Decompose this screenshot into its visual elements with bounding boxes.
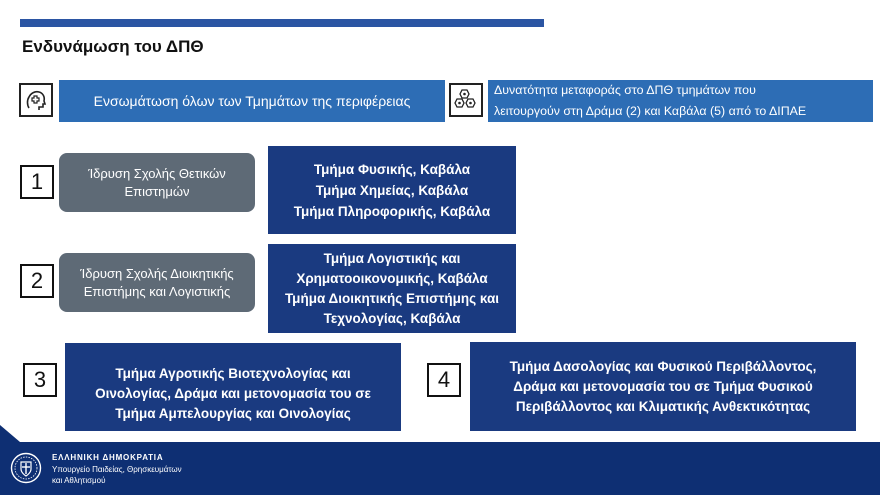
school-line: Επιστήμης και Λογιστικής xyxy=(83,283,231,299)
action-number: 3 xyxy=(23,363,57,397)
department-line: Οινολογίας, Δράμα και μετονομασία του σε xyxy=(95,386,371,401)
integration-banner: Ενσωμάτωση όλων των Τμημάτων της περιφέρειας xyxy=(59,80,445,122)
footer-title: ΕΛΛΗΝΙΚΗ ΔΗΜΟΚΡΑΤΙΑ xyxy=(52,453,164,462)
department-box xyxy=(268,146,516,234)
top-accent-bar xyxy=(20,19,544,27)
action-number: 2 xyxy=(20,264,54,298)
department-box xyxy=(470,342,856,431)
department-line: Χρηματοοικονομικής, Καβάλα xyxy=(296,270,488,286)
department-line: Τμήμα Αμπελουργίας και Οινολογίας xyxy=(115,406,351,421)
network-hexagons-icon xyxy=(449,83,483,117)
department-line: Τμήμα Πληροφορικής, Καβάλα xyxy=(293,203,491,219)
footer-ministry-line: και Αθλητισμού xyxy=(52,476,106,485)
transfer-banner xyxy=(488,80,873,122)
school-line: Ίδρυση Σχολής Διοικητικής xyxy=(80,265,234,281)
department-line: Δράμα και μετονομασία του σε Τμήμα Φυσικού xyxy=(513,378,813,394)
department-line: Τεχνολογίας, Καβάλα xyxy=(323,310,461,326)
school-box xyxy=(59,153,255,212)
transfer-banner-line: λειτουργούν στη Δράμα (2) και Καβάλα (5) από το ΔΙΠΑΕ xyxy=(494,104,807,118)
school-line: Επιστημών xyxy=(124,183,190,199)
department-line: Τμήμα Διοικητικής Επιστήμης και xyxy=(284,290,500,306)
department-line: Τμήμα Αγροτικής Βιοτεχνολογίας και xyxy=(115,366,351,381)
department-line: Τμήμα Φυσικής, Καβάλα xyxy=(313,161,471,177)
department-box xyxy=(268,244,516,333)
department-line: Τμήμα Λογιστικής και xyxy=(323,250,461,266)
department-line: Τμήμα Δασολογίας και Φυσικού Περιβάλλοντος, xyxy=(509,358,817,374)
page-title: Ενδυνάμωση του ΔΠΘ xyxy=(22,37,204,56)
greek-republic-seal-icon xyxy=(10,452,42,484)
puzzle-head-icon xyxy=(19,83,53,117)
school-line: Ίδρυση Σχολής Θετικών xyxy=(88,165,226,181)
school-box xyxy=(59,253,255,312)
action-number: 1 xyxy=(20,165,54,199)
department-line: Τμήμα Χημείας, Καβάλα xyxy=(315,182,469,198)
department-line: Περιβάλλοντος και Κλιματικής Ανθεκτικότητας xyxy=(515,398,811,414)
footer-accent xyxy=(0,425,20,442)
transfer-banner-line: Δυνατότητα μεταφοράς στο ΔΠΘ τμημάτων που xyxy=(494,83,756,97)
action-number: 4 xyxy=(427,363,461,397)
footer-ministry-line: Υπουργείο Παιδείας, Θρησκευμάτων xyxy=(52,465,182,474)
department-box xyxy=(65,343,401,431)
